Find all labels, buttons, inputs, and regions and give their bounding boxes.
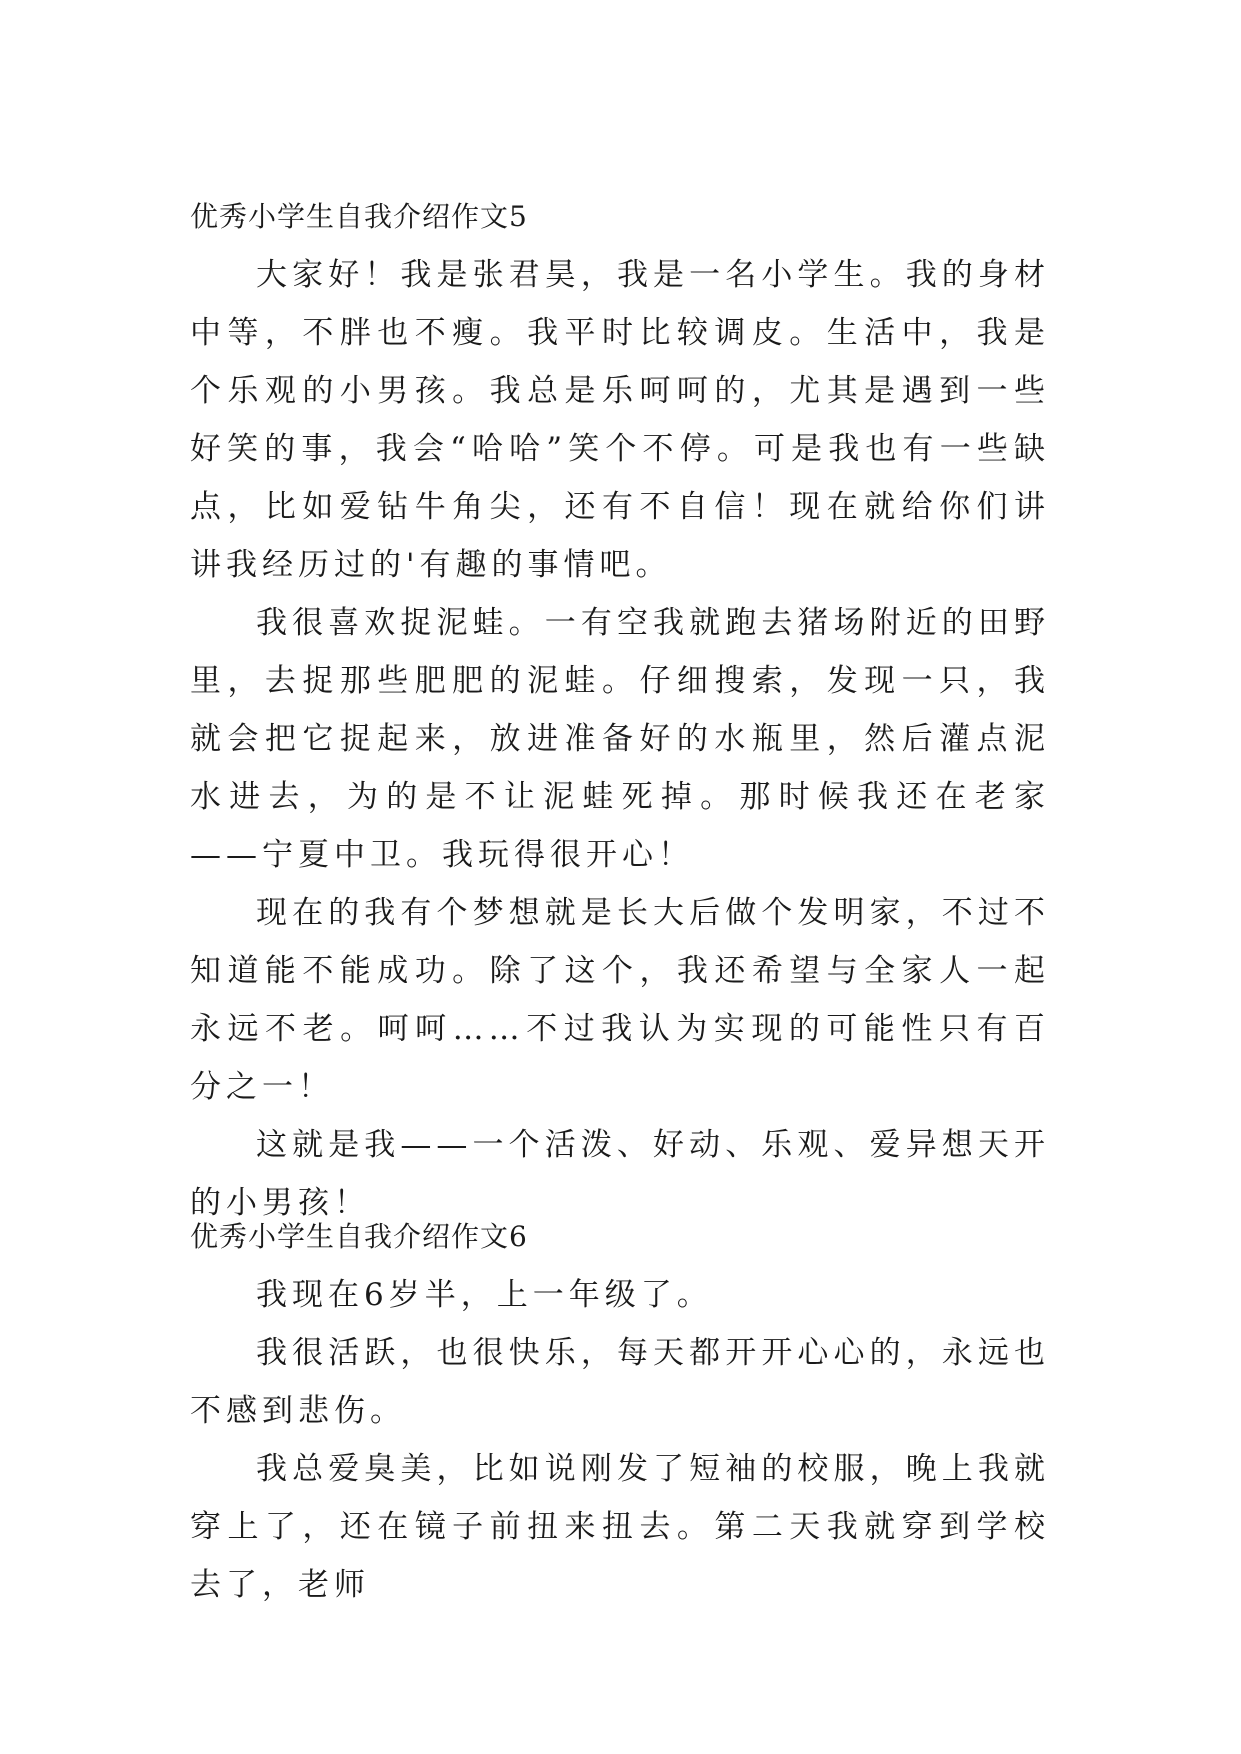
essay-paragraph: 现在的我有个梦想就是长大后做个发明家，不过不知道能不能成功。除了这个，我还希望与全家人一起永远不老。呵呵……不过我认为实现的可能性只有百分之一！ [190, 895, 1050, 1105]
essay-paragraph: 我很活跃，也很快乐，每天都开开心心的，永远也不感到悲伤。 [190, 1335, 1050, 1429]
essay-section-5 [190, 188, 1050, 1232]
essay-paragraph: 大家好！我是张君昊，我是一名小学生。我的身材中等，不胖也不瘦。我平时比较调皮。生活中，我是个乐观的小男孩。我总是乐呵呵的，尤其是遇到一些好笑的事，我会“哈哈”笑个不停。可是我也有一些缺点，比如爱钻牛角尖，还有不自信！现在就给你们讲讲我经历过的'有趣的事情吧。 [190, 257, 1050, 583]
essay-paragraph: 我很喜欢捉泥蛙。一有空我就跑去猪场附近的田野里，去捉那些肥肥的泥蛙。仔细搜索，发现一只，我就会把它捉起来，放进准备好的水瓶里，然后灌点泥水进去，为的是不让泥蛙死掉。那时候我还在老家——宁夏中卫。我玩得很开心！ [190, 605, 1050, 873]
essay-section-6 [190, 1208, 1050, 1614]
essay-paragraph: 我现在6岁半，上一年级了。 [256, 1277, 713, 1313]
essay-title: 优秀小学生自我介绍作文5 [190, 200, 528, 233]
essay-paragraph: 我总爱臭美，比如说刚发了短袖的校服，晚上我就穿上了，还在镜子前扭来扭去。第二天我就穿到学校去了，老师 [190, 1451, 1050, 1603]
essay-title: 优秀小学生自我介绍作文6 [190, 1220, 528, 1253]
essay-paragraph: 这就是我——一个活泼、好动、乐观、爱异想天开的小男孩！ [190, 1127, 1050, 1221]
